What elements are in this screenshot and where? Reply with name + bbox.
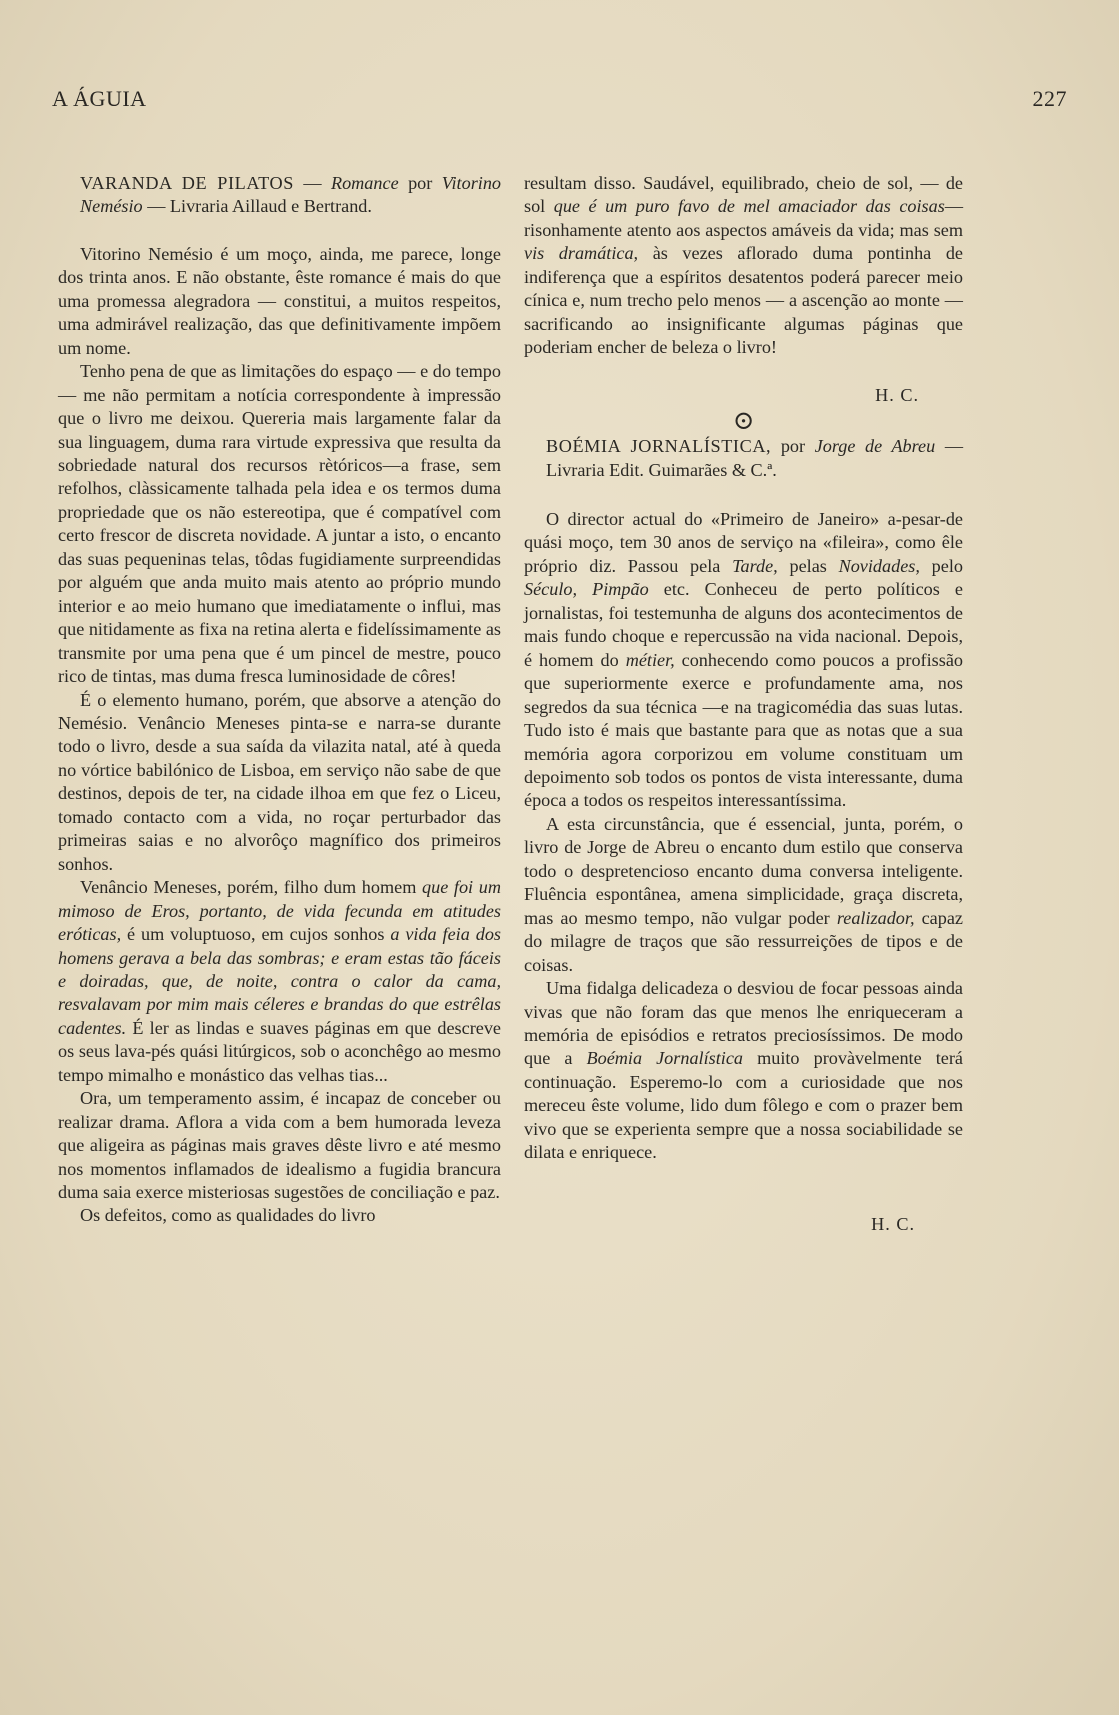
paragraph (524, 813, 963, 977)
italic-title: Tarde, (732, 555, 778, 576)
text-run: pelo (919, 555, 963, 576)
text-run: resultam disso. Saudável, equilibrado, cheio de sol, — de sol (524, 173, 963, 217)
paragraph: Os defeitos, como as qualidades do livro (80, 1205, 376, 1226)
signature: H. C. (871, 1213, 915, 1234)
text-run: conhecendo como poucos a profissão que superiormente exerce e profundamente ama, nos segredos da sua técnica —e na tragicomédia das suas lutas. Tudo isto é mais que bastante para que as notas que a sua memória agora corporizou em volume constituam um depoimento sob todos os pontos de vista interessante, duma época a todos os respeitos interessantíssima. (524, 649, 963, 811)
paragraph (524, 172, 963, 360)
page-number: 227 (1032, 86, 1067, 111)
running-head (52, 86, 1067, 116)
text-run: às vezes aflorado duma pontinha de indiferença que a espíritos desatentos poderá parecer meio cínica e, num trecho pelo menos — a ascenção ao monte — sacrificando ao insignificante algumas páginas que poderiam encher de beleza o livro! (524, 243, 963, 358)
review-author: Jorge de Abreu (814, 436, 936, 457)
left-column (58, 172, 501, 1228)
paragraph: Tenho pena de que as limitações do espaço — e do tempo — me não permitam a notícia correspondente à impressão que o livro me deixou. Quereria mais largamente falar da sua linguagem, duma rara virtude expressiva que resulta da sobriedade natural dos recursos rètóricos—a frase, sem refolhos, clàssicamente talhada pela idea e os termos duma propriedade que os não estereotipa, que é compatível com certo frescor de discreta novidade. A juntar a isto, o encanto das suas pequeninas telas, tôdas fugidiamente surpreendidas por alguém que anda muito mais atento ao próprio mundo interior e ao meio humano que imediatamente o influi, mas que nitidamente as fixa na retina alerta e fidelíssimamente as transmite por uma pena que é um pincel de mestre, pouco rico de tintas, mas duma fresca luminosidade de côres! (58, 361, 501, 687)
text-run: é um voluptuoso, em cujos sonhos (121, 924, 391, 945)
paragraph: Vitorino Nemésio é um moço, ainda, me parece, longe dos trinta anos. E não obstante, êste romance é mais do que uma promessa alegradora — constitui, a muitos respeitos, uma admirável realização, das que definitivamente impõem um nome. (58, 243, 501, 358)
review-heading (58, 172, 501, 219)
italic-title: Século, Pimpão (524, 579, 649, 600)
journal-title: A ÁGUIA (52, 86, 147, 111)
italic-quote: que foi um mimoso de Eros, portanto, de vida fecunda em atitudes eróticas, (58, 877, 501, 945)
italic-title: Boémia Jornalística (586, 1048, 744, 1069)
review-title: BOÉMIA JORNALÍSTICA, (546, 436, 772, 457)
review-por: por (771, 436, 815, 457)
text-run: É ler as lindas e suaves páginas em que descreve os seus lava-pés quási litúrgicos, sob o aconchêgo ao mesmo tempo mimalho e monástico das velhas tias... (58, 1017, 501, 1085)
text-run: O director actual do «Primeiro de Janeiro» a-pesar-de quási moço, tem 30 anos de serviço na «fileira», como êle próprio diz. Passou pela (524, 508, 963, 576)
italic-term: métier, (625, 649, 675, 670)
review-title: VARANDA DE PILATOS (80, 173, 294, 193)
paragraph (58, 876, 501, 1087)
review-publisher: — Livraria Aillaud e Bertrand. (142, 196, 372, 217)
italic-quote: a vida feia dos homens gerava a bela das sombras; e eram estas tão fáceis e doiradas, que, de noite, contra o calor da cama, resvalavam por mim mais céleres e brandas do que estrêlas cadentes. (58, 924, 502, 1038)
italic-term: vis dramática, (524, 243, 639, 264)
text-run: Uma fidalga delicadeza o desviou de focar pessoas ainda vivas que não foram das que menos lhe enriqueceram a memória de episódios e retratos preciosíssimos. De modo que a (524, 978, 963, 1069)
paragraph (524, 508, 963, 813)
text-run: etc. Conheceu de perto políticos e jornalistas, foi testemunha de alguns dos acontecimentos de mais fundo choque e repercussão na vida nacional. Depois, é homem do (524, 579, 963, 670)
paragraph: É o elemento humano, porém, que absorve a atenção do Nemésio. Venâncio Meneses pinta-se e narra-se durante todo o livro, desde a sua saída da vilazita natal, até à queda no vórtice babilónico de Lisboa, em serviço não sabe de que destinos, depois de ter, na cidade ilhoa em que fez o Liceu, tomado contacto com a vida, no roçar perturbador das primeiras saias e no alvorôço magnífico dos primeiros sonhos. (58, 689, 501, 874)
paragraph: Ora, um temperamento assim, é incapaz de conceber ou realizar drama. Aflora a vida com a bem humorada leveza que aligeira as páginas mais graves dêste livro e até mesmo nos momentos inflamados de idealismo a fugidia brancura duma saia exerce misteriosas sugestões de conciliação e paz. (58, 1088, 501, 1203)
paragraph (524, 977, 963, 1165)
review-publisher: — Livraria Edit. Guimarães & C.ª. (546, 436, 964, 480)
signature: H. C. (875, 384, 919, 405)
review-dash: — (293, 173, 331, 193)
review-author: Vitorino Nemésio (80, 173, 502, 217)
text-run: pelas (777, 555, 839, 576)
review-por: por (398, 173, 442, 193)
circle-dot-ornament-icon: ⊙ (732, 406, 755, 436)
text-run: muito provàvelmente terá continuação. Esperemo-lo com a curiosidade que nos mereceu êste volume, lido dum fôlego e com o prazer bem vivo que se experienta sempre que a nossa sociabilidade se dilata e enriquece. (524, 1048, 963, 1163)
text-run: Venâncio Meneses, porém, filho dum homem (80, 877, 422, 898)
text-run: A esta circunstância, que é essencial, junta, porém, o livro de Jorge de Abreu o encanto dum estilo que conserva todo o despretencioso encanto duma conversa inteligente. Fluência espontânea, amena simplicidade, graça discreta, mas ao mesmo tempo, não vulgar poder (524, 813, 963, 928)
text-run: capaz do milagre de traços que são ressurreições de tipos e de coisas. (524, 907, 963, 975)
text-run: —risonhamente atento aos aspectos amáveis da vida; mas sem (524, 196, 963, 240)
italic-term: realizador, (836, 907, 915, 928)
italic-quote: que é um puro favo de mel amaciador das coisas (553, 196, 945, 217)
review-heading (524, 435, 963, 482)
review-genre: Romance (330, 173, 399, 193)
italic-title: Novidades, (838, 555, 920, 576)
right-column (524, 172, 963, 1236)
